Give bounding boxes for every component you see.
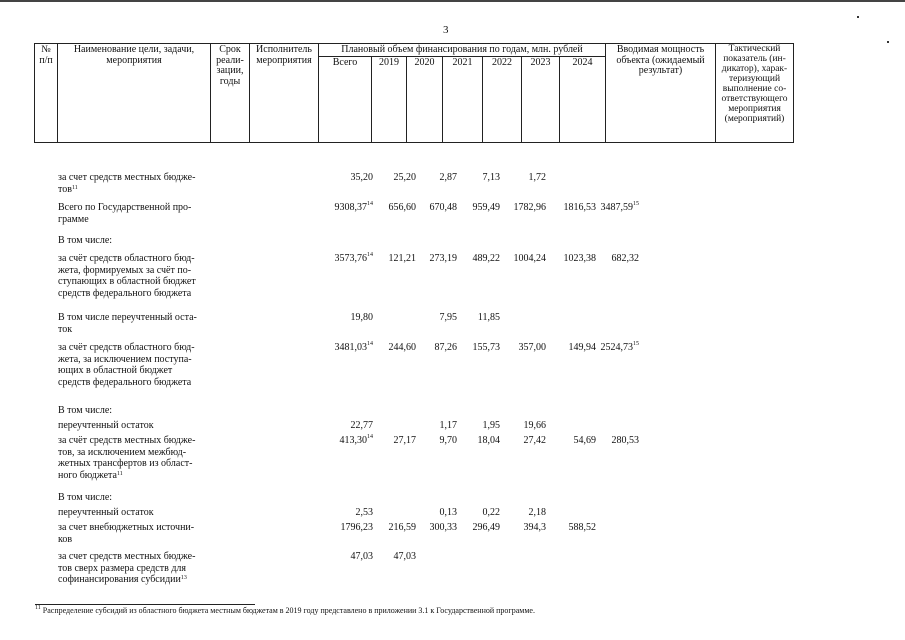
header-year-2023: 2023 bbox=[522, 57, 560, 143]
cell-y2020 bbox=[430, 202, 458, 214]
cell-value: 273,19 bbox=[429, 253, 457, 264]
cell-y2021 bbox=[483, 172, 501, 184]
cell-value: 19,66 bbox=[523, 420, 546, 431]
cell-value: 7,13 bbox=[482, 172, 500, 183]
cell-value: 1796,23 bbox=[340, 522, 373, 533]
cell-y2020 bbox=[440, 172, 458, 184]
row-label-text: за счет средств местных бюдже- тов bbox=[58, 172, 196, 195]
cell-y2021 bbox=[483, 507, 501, 519]
row-label bbox=[58, 435, 213, 481]
footnote-ref: 14 bbox=[367, 341, 373, 347]
cell-value: 47,03 bbox=[393, 551, 416, 562]
header-number: № п/п bbox=[35, 44, 58, 143]
header-year-2024: 2024 bbox=[560, 57, 606, 143]
cell-value: 656,60 bbox=[388, 202, 416, 213]
row-label bbox=[58, 507, 213, 519]
row-label-text: В том числе: bbox=[58, 235, 113, 246]
cell-total bbox=[356, 507, 374, 519]
cell-value: 300,33 bbox=[429, 522, 457, 533]
cell-y2020 bbox=[440, 507, 458, 519]
cell-value: 2524,73 bbox=[600, 342, 633, 353]
footnote-ref: 14 bbox=[367, 434, 373, 440]
cell-value: 1782,96 bbox=[513, 202, 546, 213]
cell-y2023 bbox=[569, 522, 597, 534]
row-label bbox=[58, 492, 213, 504]
cell-y2021 bbox=[473, 342, 501, 354]
cell-value: 588,52 bbox=[568, 522, 596, 533]
cell-value: 25,20 bbox=[393, 172, 416, 183]
row-label-text: за счёт средств областного бюд- жета, за исключением поступа- ющих в областной бюджет средств федерального бюджета bbox=[58, 342, 195, 388]
cell-value: 2,18 bbox=[528, 507, 546, 518]
footnote-mark: 11 bbox=[35, 605, 41, 611]
footnote-ref: 11 bbox=[117, 470, 123, 477]
header-executor: Исполнитель мероприятия bbox=[250, 44, 319, 143]
cell-value: 1816,53 bbox=[563, 202, 596, 213]
header-total: Всего bbox=[319, 57, 372, 143]
cell-total bbox=[351, 551, 374, 563]
cell-total bbox=[335, 253, 374, 265]
footnote-ref: 14 bbox=[367, 201, 373, 207]
cell-y2020 bbox=[430, 522, 458, 534]
cell-total bbox=[335, 342, 374, 354]
cell-value: 2,87 bbox=[439, 172, 457, 183]
cell-y2022 bbox=[524, 522, 547, 534]
cell-value: 2,53 bbox=[355, 507, 373, 518]
cell-value: 54,69 bbox=[573, 435, 596, 446]
header-term: Срок реали- зации, годы bbox=[211, 44, 250, 143]
row-label bbox=[58, 202, 213, 225]
cell-y2019 bbox=[389, 253, 417, 265]
row-label-text: переучтенный остаток bbox=[58, 420, 154, 431]
cell-value: 394,3 bbox=[523, 522, 546, 533]
header-indicator: Тактический показатель (ин- дикатор), харак- теризующий выполнение со- ответствующего мероприятия (мероприятий) bbox=[716, 44, 794, 143]
header-capacity: Вводимая мощность объекта (ожидаемый результат) bbox=[606, 44, 716, 143]
page-number: 3 bbox=[443, 24, 449, 36]
cell-y2020 bbox=[430, 253, 458, 265]
footnote-text: Распределение субсидий из областного бюджета местным бюджетам в 2019 году представлено в приложении 3.1 к Государственной программе. bbox=[40, 606, 535, 615]
row-label-text: В том числе: bbox=[58, 492, 113, 503]
row-label bbox=[58, 235, 213, 247]
cell-y2024 bbox=[612, 435, 640, 447]
cell-value: 27,17 bbox=[393, 435, 416, 446]
cell-value: 216,59 bbox=[388, 522, 416, 533]
cell-y2022 bbox=[529, 172, 547, 184]
cell-value: 1,72 bbox=[528, 172, 546, 183]
cell-value: 244,60 bbox=[388, 342, 416, 353]
cell-value: 682,32 bbox=[611, 253, 639, 264]
row-label bbox=[58, 420, 213, 432]
cell-total bbox=[340, 435, 374, 447]
cell-value: 413,30 bbox=[339, 435, 367, 446]
footnote bbox=[35, 606, 535, 615]
header-planned-financing: Плановый объем финансирования по годам, млн. рублей bbox=[319, 44, 606, 57]
footnote-ref: 13 bbox=[180, 575, 187, 581]
cell-value: 19,80 bbox=[350, 312, 373, 323]
cell-y2024 bbox=[601, 342, 640, 354]
row-label bbox=[58, 172, 213, 195]
cell-total bbox=[341, 522, 374, 534]
cell-y2022 bbox=[524, 420, 547, 432]
table-header bbox=[34, 43, 794, 143]
row-label-text: В том числе переучтенный оста- ток bbox=[58, 312, 197, 335]
row-label bbox=[58, 342, 213, 388]
cell-y2019 bbox=[394, 551, 417, 563]
cell-y2022 bbox=[519, 342, 547, 354]
header-year-2021: 2021 bbox=[443, 57, 483, 143]
cell-value: 9,70 bbox=[439, 435, 457, 446]
row-label bbox=[58, 312, 213, 335]
cell-value: 7,95 bbox=[439, 312, 457, 323]
cell-y2019 bbox=[394, 172, 417, 184]
row-label-text: Всего по Государственной про- грамме bbox=[58, 202, 192, 225]
cell-value: 121,21 bbox=[388, 253, 416, 264]
cell-y2024 bbox=[612, 253, 640, 265]
header-name: Наименование цели, задачи, мероприятия bbox=[58, 44, 211, 143]
row-label bbox=[58, 551, 213, 586]
row-label bbox=[58, 522, 213, 545]
header-year-2019: 2019 bbox=[372, 57, 407, 143]
cell-y2020 bbox=[440, 420, 458, 432]
row-label bbox=[58, 405, 213, 417]
cell-value: 3487,59 bbox=[600, 202, 633, 213]
cell-y2021 bbox=[483, 420, 501, 432]
cell-value: 357,00 bbox=[518, 342, 546, 353]
row-label-text: за счет средств местных бюдже- тов сверх размера средств для софинансирования субсидии bbox=[58, 551, 196, 585]
row-label-text: за счёт средств местных бюдже- тов, за исключением межбюд- жетных трансфертов из област- ного бюджета bbox=[58, 435, 196, 481]
cell-y2022 bbox=[524, 435, 547, 447]
cell-total bbox=[351, 172, 374, 184]
cell-value: 1,17 bbox=[439, 420, 457, 431]
cell-value: 1,95 bbox=[482, 420, 500, 431]
cell-value: 149,94 bbox=[568, 342, 596, 353]
cell-value: 959,49 bbox=[472, 202, 500, 213]
cell-value: 47,03 bbox=[350, 551, 373, 562]
cell-value: 22,77 bbox=[350, 420, 373, 431]
row-label-text: за счёт средств областного бюд- жета, формируемых за счёт по- ступающих в областной бюджет средств федерального бюджета bbox=[58, 253, 196, 299]
footnote-ref: 11 bbox=[71, 184, 78, 191]
cell-total bbox=[351, 420, 374, 432]
header-year-2022: 2022 bbox=[483, 57, 522, 143]
footnote-separator bbox=[35, 604, 255, 605]
cell-value: 3481,03 bbox=[334, 342, 367, 353]
cell-y2022 bbox=[514, 202, 547, 214]
cell-value: 0,13 bbox=[439, 507, 457, 518]
cell-value: 9308,37 bbox=[334, 202, 367, 213]
cell-y2023 bbox=[569, 342, 597, 354]
cell-total bbox=[335, 202, 374, 214]
cell-y2023 bbox=[574, 435, 597, 447]
cell-y2019 bbox=[389, 522, 417, 534]
cell-y2021 bbox=[478, 435, 501, 447]
cell-y2023 bbox=[564, 202, 597, 214]
cell-value: 18,04 bbox=[477, 435, 500, 446]
cell-y2022 bbox=[529, 507, 547, 519]
footnote-ref: 15 bbox=[633, 201, 639, 207]
cell-value: 296,49 bbox=[472, 522, 500, 533]
row-label-text: переучтенный остаток bbox=[58, 507, 154, 518]
cell-value: 280,53 bbox=[611, 435, 639, 446]
top-border-line bbox=[0, 0, 905, 2]
cell-value: 489,22 bbox=[472, 253, 500, 264]
scan-speck bbox=[887, 41, 889, 43]
cell-value: 35,20 bbox=[350, 172, 373, 183]
cell-y2019 bbox=[389, 342, 417, 354]
cell-y2019 bbox=[394, 435, 417, 447]
cell-y2021 bbox=[473, 522, 501, 534]
cell-y2021 bbox=[473, 202, 501, 214]
footnote-ref: 15 bbox=[633, 341, 639, 347]
cell-total bbox=[351, 312, 374, 324]
cell-value: 1023,38 bbox=[563, 253, 596, 264]
cell-y2021 bbox=[473, 253, 501, 265]
row-label-text: за счет внебюджетных источни- ков bbox=[58, 522, 195, 545]
row-label-text: В том числе: bbox=[58, 405, 113, 416]
scan-speck bbox=[857, 16, 859, 18]
cell-y2021 bbox=[478, 312, 500, 324]
cell-value: 0,22 bbox=[482, 507, 500, 518]
cell-value: 1004,24 bbox=[513, 253, 546, 264]
cell-y2020 bbox=[435, 342, 458, 354]
cell-y2019 bbox=[389, 202, 417, 214]
cell-y2024 bbox=[601, 202, 640, 214]
cell-value: 87,26 bbox=[434, 342, 457, 353]
footnote-ref: 14 bbox=[367, 252, 373, 258]
row-label bbox=[58, 253, 213, 299]
cell-value: 155,73 bbox=[472, 342, 500, 353]
cell-value: 11,85 bbox=[477, 312, 500, 323]
cell-value: 3573,76 bbox=[334, 253, 367, 264]
cell-value: 670,48 bbox=[429, 202, 457, 213]
header-year-2020: 2020 bbox=[407, 57, 443, 143]
cell-y2023 bbox=[564, 253, 597, 265]
cell-y2020 bbox=[440, 312, 458, 324]
cell-y2022 bbox=[514, 253, 547, 265]
cell-value: 27,42 bbox=[523, 435, 546, 446]
cell-y2020 bbox=[440, 435, 458, 447]
